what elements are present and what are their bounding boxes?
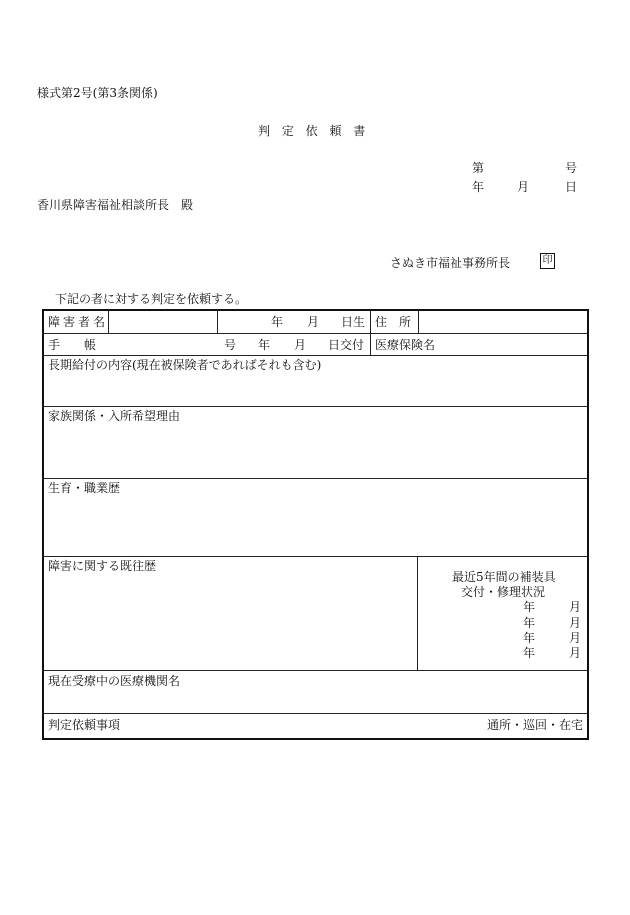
col-divider [108, 310, 109, 333]
issue-year: 年 [258, 338, 271, 352]
request-options: 通所・巡回・在宅 [487, 718, 584, 732]
col-divider [370, 310, 371, 355]
birth-day: 日生 [341, 315, 366, 329]
number-prefix: 第 [472, 161, 485, 175]
issue-month: 月 [294, 338, 307, 352]
row-divider [42, 670, 587, 671]
long-term-benefits-label: 長期給付の内容(現在被保険者であればそれも含む) [48, 358, 322, 372]
date-month: 月 [517, 180, 530, 194]
col-divider [417, 556, 418, 670]
number-suffix: 号 [565, 161, 578, 175]
handbook-number: 号 [224, 338, 237, 352]
birth-year: 年 [271, 315, 284, 329]
birth-month: 月 [307, 315, 320, 329]
devices-subtitle: 交付・修理状況 [461, 585, 546, 599]
intro-text: 下記の者に対する判定を依頼する。 [55, 292, 248, 306]
document-title: 判 定 依 頼 書 [258, 124, 370, 138]
device-year: 年 [523, 616, 536, 630]
date-day: 日 [565, 180, 578, 194]
request-items-label: 判定依頼事項 [48, 718, 121, 732]
insurance-label: 医療保険名 [375, 338, 436, 352]
current-medical-label: 現在受療中の医療機関名 [48, 674, 181, 688]
seal-mark: 印 [540, 253, 555, 269]
family-label: 家族関係・入所希望理由 [48, 409, 181, 423]
handbook-label: 手 帳 [48, 338, 97, 352]
row-divider [42, 355, 587, 356]
form-number: 様式第2号(第3条関係) [37, 86, 158, 100]
sender: さぬき市福祉事務所長 [390, 256, 511, 270]
addressee: 香川県障害福祉相談所長 殿 [37, 198, 194, 212]
date-year: 年 [472, 180, 485, 194]
device-year: 年 [523, 646, 536, 660]
address-label: 住 所 [375, 315, 412, 329]
device-month: 月 [569, 600, 582, 614]
row-divider [42, 406, 587, 407]
device-year: 年 [523, 631, 536, 645]
row-divider [42, 478, 587, 479]
devices-title: 最近5年間の補装具 [452, 570, 556, 584]
col-divider [217, 310, 218, 333]
history-label: 生育・職業歴 [48, 481, 121, 495]
issue-day: 日交付 [328, 338, 365, 352]
row-divider [42, 713, 587, 714]
name-label: 障害者名 [48, 315, 109, 329]
row-divider [42, 333, 587, 334]
row-divider [42, 556, 587, 557]
device-month: 月 [569, 631, 582, 645]
col-divider [418, 310, 419, 333]
device-month: 月 [569, 616, 582, 630]
device-month: 月 [569, 646, 582, 660]
disability-history-label: 障害に関する既往歴 [48, 559, 157, 573]
device-year: 年 [523, 600, 536, 614]
